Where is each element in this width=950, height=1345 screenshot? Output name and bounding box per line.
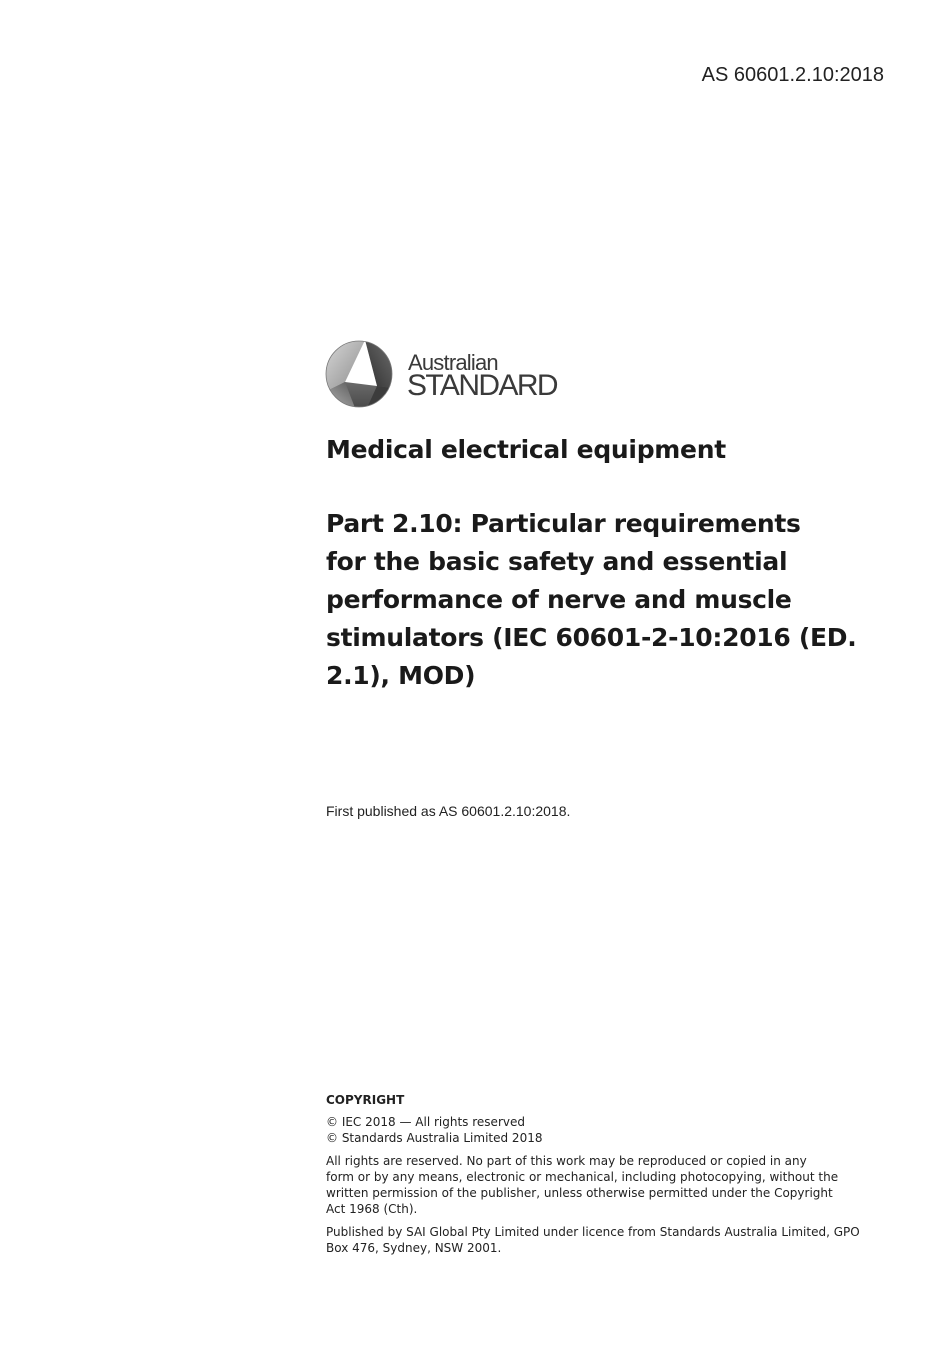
copyright-notice-line: © IEC 2018 — All rights reserved <box>326 1115 525 1129</box>
part-title-line: 2.1), MOD) <box>326 661 476 690</box>
document-title: Medical electrical equipment <box>326 435 726 464</box>
publisher-line: Box 476, Sydney, NSW 2001. <box>326 1241 502 1255</box>
australian-standard-triangle-icon <box>325 340 393 408</box>
part-title-line: performance of nerve and muscle <box>326 585 792 614</box>
rights-line: Act 1968 (Cth). <box>326 1202 418 1216</box>
part-title-line: Part 2.10: Particular requirements <box>326 509 801 538</box>
part-title-line: for the basic safety and essential <box>326 547 788 576</box>
rights-statement <box>326 1153 886 1217</box>
australian-standard-logo <box>325 340 585 412</box>
part-title <box>326 505 886 695</box>
logo-word-australian: Australian <box>408 350 498 375</box>
copyright-notices <box>326 1114 886 1146</box>
logo-word-standard: STANDARD <box>407 369 557 402</box>
publisher-line: Published by SAI Global Pty Limited under licence from Standards Australia Limited, GPO <box>326 1225 860 1239</box>
copyright-notice-line: © Standards Australia Limited 2018 <box>326 1131 543 1145</box>
rights-line: written permission of the publisher, unless otherwise permitted under the Copyright <box>326 1186 833 1200</box>
rights-line: All rights are reserved. No part of this work may be reproduced or copied in any <box>326 1154 807 1168</box>
copyright-section <box>326 1092 886 1263</box>
first-published-note: First published as AS 60601.2.10:2018. <box>326 803 571 819</box>
document-number: AS 60601.2.10:2018 <box>701 64 884 86</box>
part-title-line: stimulators (IEC 60601-2-10:2016 (ED. <box>326 623 857 652</box>
rights-line: form or by any means, electronic or mechanical, including photocopying, without the <box>326 1170 839 1184</box>
publisher-statement <box>326 1224 886 1256</box>
copyright-heading: COPYRIGHT <box>326 1093 405 1107</box>
